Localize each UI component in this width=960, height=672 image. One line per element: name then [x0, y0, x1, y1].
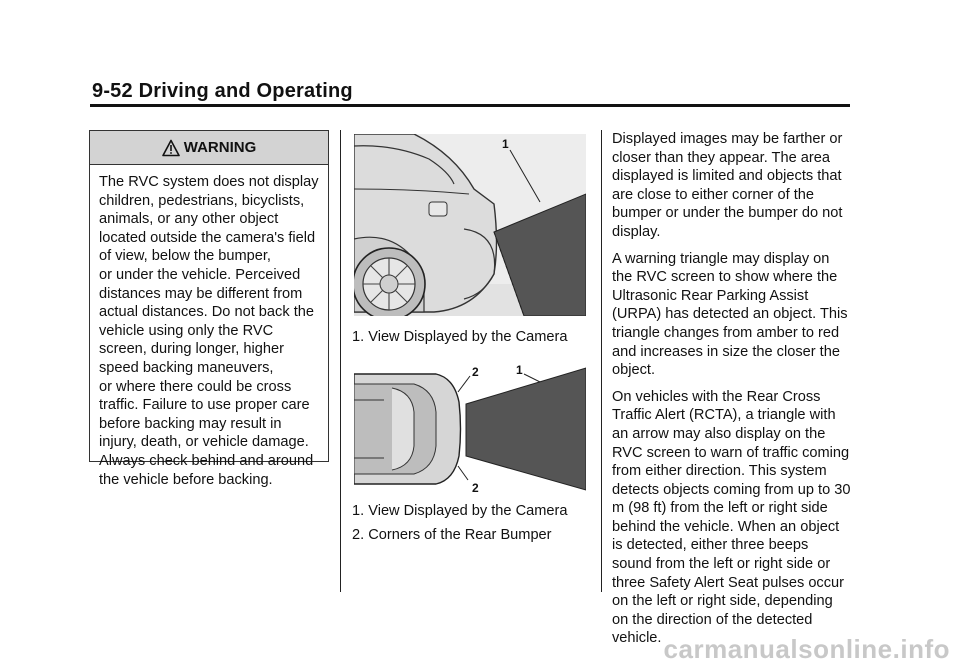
figure2-caption-1: 1. View Displayed by the Camera [352, 503, 568, 519]
figure1-caption: 1. View Displayed by the Camera [352, 329, 568, 345]
warning-triangle-icon [162, 139, 180, 157]
header-rule [90, 104, 850, 107]
figure-rear-camera-view [354, 134, 586, 316]
warning-body-text: The RVC system does not display children, pedestrians, bicyclists, animals, or any other object located outside the camera's field of view, below the bumper, or under the vehicle. Perceived distances may be different from actual distances. Do not back the vehicle using only the RVC screen, during longer, higher speed backing maneuvers, or where there could be cross traffic. Failure to use proper care before backing may result in injury, death, or vehicle damage. Always check behind and around the vehicle before backing. [99, 174, 319, 488]
warning-header [90, 131, 328, 165]
page-header-title: 9-52 Driving and Operating [92, 80, 353, 102]
figure2-callout-2-top: 2 [472, 365, 479, 379]
column-divider-right [601, 130, 602, 592]
paragraph-3: On vehicles with the Rear Cross Traffic Alert (RCTA), a triangle with an arrow may also display on the RVC screen to warn of traffic coming from either direction. This system detects objects coming from up to 30 m (98 ft) from the left or right side behind the vehicle. When an object is detected, either three beeps sound from the left or right side or three Safety Alert Seat pulses occur on the left or right side, depending on the direction of the detected vehicle. [612, 388, 851, 647]
warning-box [89, 130, 329, 488]
warning-title: WARNING [183, 139, 257, 156]
figure2-callout-1: 1 [516, 363, 523, 377]
paragraph-2: A warning triangle may display on the RVC screen to show where the Ultrasonic Rear Parking Assist (URPA) has detected an object. This triangle changes from amber to red and increases in size the closer the object. [612, 250, 848, 379]
paragraph-1: Displayed images may be farther or closer than they appear. The area displayed is limited and objects that are close to either corner of the bumper or under the bumper do not display. [612, 131, 843, 240]
figure1-callout-1: 1 [502, 137, 509, 151]
column-divider-left [340, 130, 341, 592]
watermark-text: carmanualsonline.info [663, 634, 950, 664]
figure2-callout-2-bottom: 2 [472, 481, 479, 495]
figure2-caption-2: 2. Corners of the Rear Bumper [352, 527, 552, 543]
column3-text [612, 130, 852, 656]
figure-top-view-camera [354, 362, 586, 496]
